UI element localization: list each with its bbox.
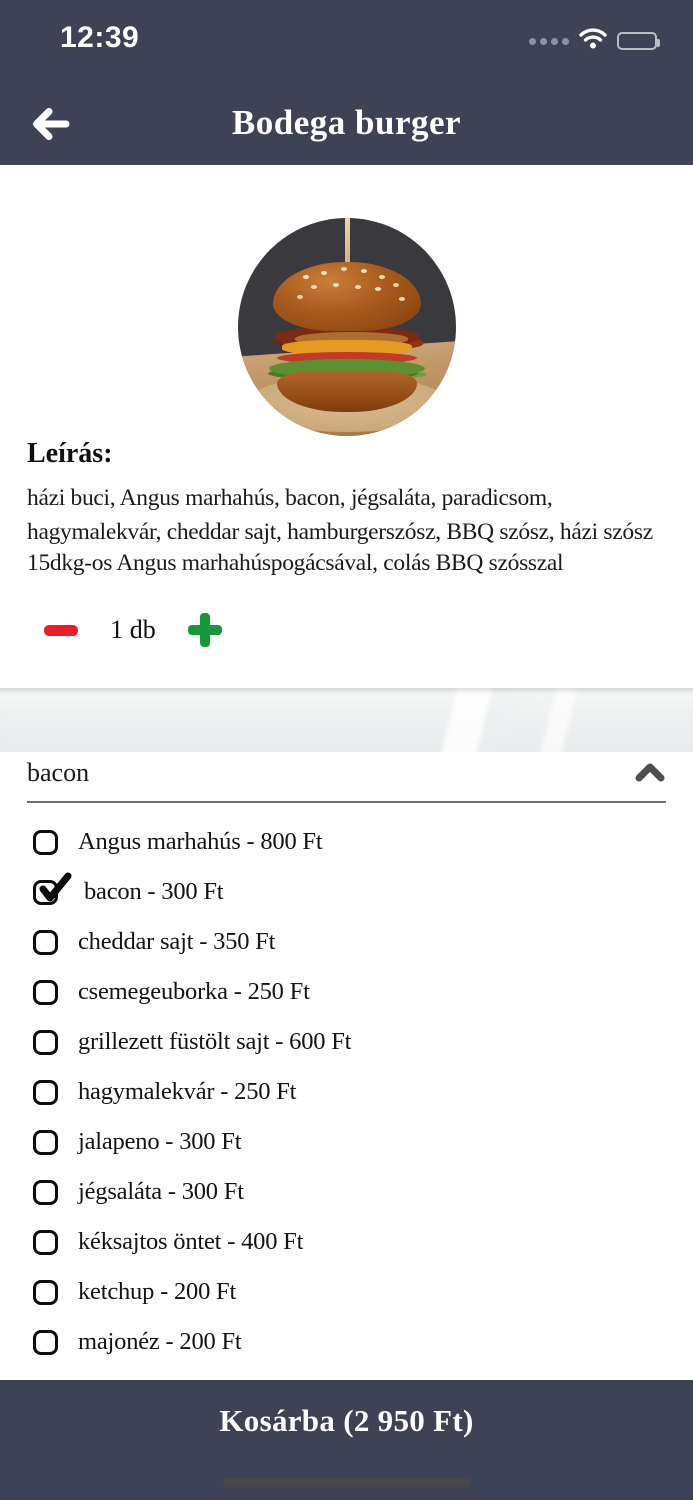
cellular-signal-icon: [529, 38, 569, 45]
add-to-cart-button[interactable]: Kosárba (2 950 Ft): [0, 1380, 693, 1462]
checkbox-icon[interactable]: [33, 1330, 58, 1355]
extra-option-label: kéksajtos öntet - 400 Ft: [78, 1228, 304, 1255]
extra-option-row[interactable]: [0, 1217, 693, 1267]
extra-option-row[interactable]: [0, 817, 693, 867]
extra-option-label: jalapeno - 300 Ft: [78, 1128, 242, 1155]
extra-option-row[interactable]: [0, 1017, 693, 1067]
extra-option-row[interactable]: [0, 1167, 693, 1217]
checkbox-checked-icon[interactable]: [33, 880, 58, 905]
checkbox-icon[interactable]: [33, 830, 58, 855]
quantity-stepper: [44, 610, 222, 650]
quantity-decrease-button[interactable]: [44, 610, 78, 650]
wifi-icon: [579, 28, 607, 54]
status-bar: [0, 0, 693, 60]
home-indicator[interactable]: [223, 1478, 471, 1487]
section-divider: [0, 688, 693, 752]
extra-option-label: majonéz - 200 Ft: [78, 1328, 242, 1355]
checkbox-icon[interactable]: [33, 1230, 58, 1255]
extra-option-label: csemegeuborka - 250 Ft: [78, 978, 310, 1005]
extra-option-row[interactable]: [0, 1067, 693, 1117]
checkbox-icon[interactable]: [33, 1030, 58, 1055]
extra-option-row[interactable]: [0, 867, 693, 917]
description-label: Leírás:: [27, 438, 113, 469]
status-time: 12:39: [60, 21, 140, 54]
accordion-divider-line: [27, 801, 666, 803]
bottom-bar: [0, 1380, 693, 1500]
extra-option-label: bacon - 300 Ft: [84, 878, 224, 905]
serving-note-text: 15dkg-os Angus marhahúspogácsával, colás BBQ szósszal: [27, 550, 564, 576]
accordion-label: bacon: [27, 758, 90, 787]
checkbox-icon[interactable]: [33, 1130, 58, 1155]
extras-section: [0, 752, 693, 1417]
extra-option-label: hagymalekvár - 250 Ft: [78, 1078, 297, 1105]
quantity-increase-button[interactable]: [188, 610, 222, 650]
checkbox-icon[interactable]: [33, 980, 58, 1005]
extra-option-label: grillezett füstölt sajt - 600 Ft: [78, 1028, 352, 1055]
extra-option-label: jégsaláta - 300 Ft: [78, 1178, 244, 1205]
minus-icon: [44, 625, 78, 636]
accordion-header-bacon[interactable]: [0, 752, 693, 801]
top-bar: [0, 0, 693, 165]
checkbox-icon[interactable]: [33, 930, 58, 955]
quantity-value: 1 db: [110, 615, 156, 644]
checkbox-icon[interactable]: [33, 1180, 58, 1205]
description-text: házi buci, Angus marhahús, bacon, jégsaláta, paradicsom, hagymalekvár, cheddar sajt, hamburgerszósz, BBQ szósz, házi szósz: [27, 485, 653, 545]
extra-option-row[interactable]: [0, 967, 693, 1017]
status-icons: [529, 28, 657, 54]
extra-option-row[interactable]: [0, 1317, 693, 1367]
extra-option-label: ketchup - 200 Ft: [78, 1278, 237, 1305]
product-image: [238, 218, 456, 436]
battery-icon: [617, 32, 657, 50]
plus-icon: [188, 613, 222, 647]
nav-bar: [0, 95, 693, 155]
checkbox-icon[interactable]: [33, 1280, 58, 1305]
extras-list: [0, 817, 693, 1417]
extra-option-row[interactable]: [0, 1267, 693, 1317]
checkbox-icon[interactable]: [33, 1080, 58, 1105]
extra-option-row[interactable]: [0, 1117, 693, 1167]
extra-option-label: cheddar sajt - 350 Ft: [78, 928, 276, 955]
extra-option-label: Angus marhahús - 800 Ft: [78, 828, 323, 855]
extra-option-row[interactable]: [0, 917, 693, 967]
page-title: Bodega burger: [231, 103, 462, 142]
chevron-up-icon: [634, 761, 666, 788]
